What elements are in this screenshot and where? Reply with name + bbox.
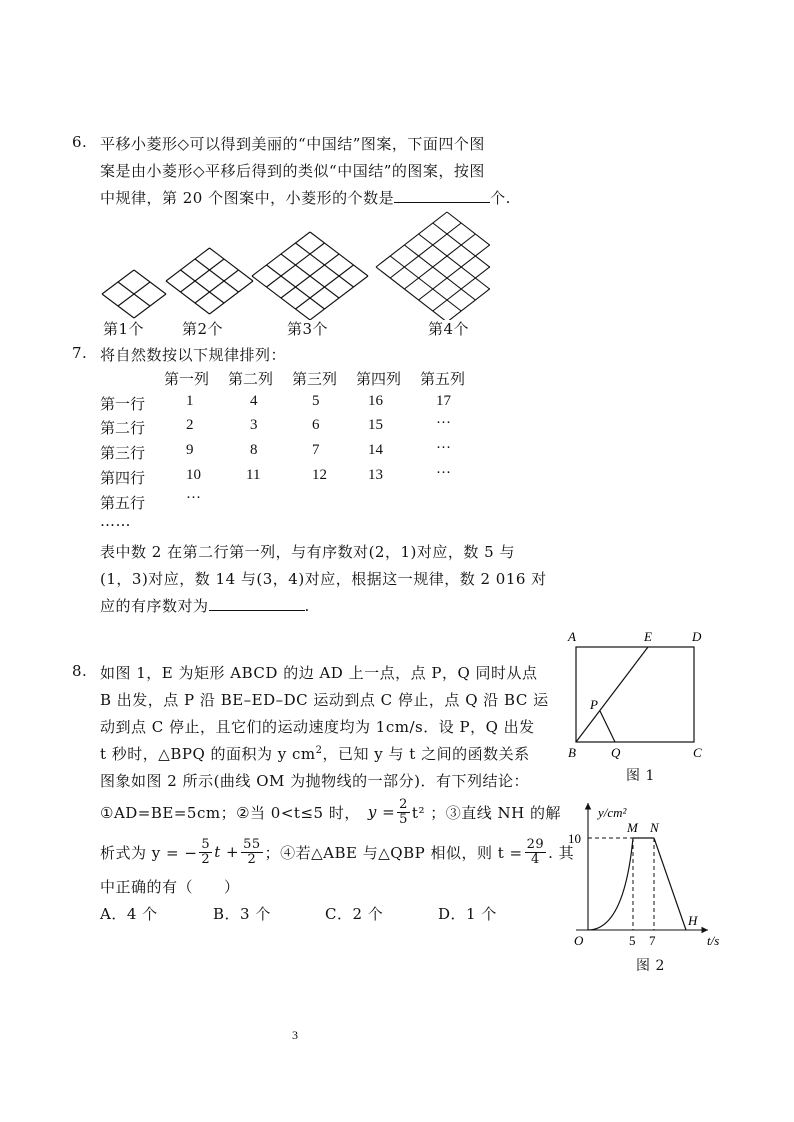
q7-col-header: 第三列: [292, 370, 338, 388]
q8-fraction-55-2: $\frac{55}{2}$: [243, 836, 261, 867]
q6-caption-4: 第4个: [428, 320, 470, 338]
q7-cell: 6: [312, 417, 320, 433]
q8-conclusion-line2: [100, 836, 574, 868]
lattice-line: [404, 234, 475, 289]
q8-text-line5: 图象如图 2 所示(曲线 OM 为抛物线的一部分)．有下列结论：: [100, 772, 529, 790]
lattice-line: [433, 223, 490, 278]
label-a: A: [568, 629, 576, 644]
y-axis-label: y/cm²: [598, 805, 627, 820]
q7-cell: 8: [250, 442, 258, 458]
q8-text-line2: B 出发，点 P 沿 BE–ED–DC 运动到点 C 停止，点 Q 沿 BC 运: [100, 691, 549, 709]
q7-col-header: 第四列: [356, 370, 402, 388]
q7-cell: 4: [250, 393, 258, 409]
q8-text-line8: 中正确的有（ ）: [100, 878, 240, 896]
figure-1-rectangle: [560, 625, 720, 765]
label-b: B: [568, 745, 576, 760]
label-c: C: [693, 745, 702, 760]
q7-cell: 12: [312, 467, 327, 483]
point-h: H: [688, 913, 698, 928]
q6-caption-1: 第1个: [103, 320, 145, 338]
q7-cell: 1: [186, 393, 194, 409]
point-m: M: [627, 820, 638, 835]
q7-line3-end: .: [304, 597, 310, 615]
lattice-line: [376, 267, 447, 320]
q6-caption-2: 第2个: [182, 320, 224, 338]
q7-row-label: 第五行: [100, 494, 146, 512]
point-n: N: [650, 820, 659, 835]
segment-nh: [654, 838, 686, 930]
q8-text-line1: 如图 1，E 为矩形 ABCD 的边 AD 上一点，点 P，Q 同时从点: [100, 664, 538, 682]
lattice-line: [419, 234, 490, 289]
figure-2-caption: 图 2: [636, 958, 665, 974]
label-e: E: [644, 629, 652, 644]
q7-intro: 将自然数按以下规律排列：: [100, 346, 287, 364]
label-d: D: [692, 629, 702, 644]
q7-row-label: 第三行: [100, 444, 146, 462]
y-tick-10: 10: [568, 831, 581, 846]
q8-conclusion-2-mid: t +: [214, 843, 240, 861]
q7-text-line1: 表中数 2 在第二行第一列，与有序数对(2，1)对应，数 5 与: [100, 543, 515, 561]
q8-conclusion-line1: [100, 796, 561, 828]
q6-caption-3: 第3个: [287, 320, 329, 338]
figure-1-caption: 图 1: [626, 768, 655, 784]
lattice-line: [376, 212, 447, 267]
q7-text-line2: (1，3)对应，数 14 与(3，4)对应，根据这一规律，数 2 016 对: [100, 570, 547, 588]
x-tick-7: 7: [649, 933, 656, 948]
q8-conclusion-2a: 析式为 y = −: [100, 843, 198, 862]
q8-text-line4: t 秒时，△BPQ 的面积为 y $cm^2$，已知 y 与 t 之间的函数关系: [100, 745, 530, 763]
x-tick-5: 5: [629, 933, 636, 948]
q6-diamond-patterns: [90, 200, 490, 320]
q7-cell: 9: [186, 442, 194, 458]
q7-cell: 15: [368, 417, 383, 433]
figure-2-graph: [560, 795, 730, 955]
q8-fraction-2-5: $\frac{2}{5}$: [399, 796, 408, 827]
lattice-line: [390, 223, 461, 278]
q7-cell: 5: [312, 393, 320, 409]
q7-cell: ···: [186, 490, 201, 506]
page-number: 3: [292, 1028, 298, 1042]
q6-text-line2: 案是由小菱形◇平移后得到的类似“中国结”的图案，按图: [100, 162, 485, 180]
q7-cell: ···: [436, 465, 451, 481]
q8-fraction-5-2: $\frac{5}{2}$: [201, 836, 211, 867]
q7-col-header: 第五列: [420, 370, 466, 388]
q6-line3-end: 个.: [490, 189, 511, 207]
q7-cell: ···: [436, 415, 451, 431]
q7-row-label: 第二行: [100, 419, 146, 437]
q7-number-table: [100, 368, 520, 518]
q6-text-line1: 平移小菱形◇可以得到美丽的“中国结”图案，下面四个图: [100, 135, 485, 153]
q7-cell: 10: [186, 467, 201, 483]
q8-conclusion-2b: ；④若△ABE 与△QBP 相似，则 t =: [264, 843, 523, 862]
q7-cell: 16: [368, 393, 383, 409]
origin-label: O: [574, 933, 584, 948]
q7-cell: 14: [368, 442, 383, 458]
q7-cell: 2: [186, 417, 194, 433]
q8-option-b: B．3 个: [213, 905, 271, 923]
q7-cell: 13: [368, 467, 383, 483]
parabola-om: [588, 838, 633, 930]
q7-number: 7.: [72, 344, 88, 362]
q8-option-a: A．4 个: [100, 905, 158, 923]
q8-formula-y: y =: [367, 803, 396, 821]
q8-text-line3: 动到点 C 停止，且它们的运动速度均为 1cm/s．设 P，Q 出发: [100, 718, 535, 736]
q8-conclusion-2-tail: . 其: [548, 843, 575, 862]
q8-option-c: C．2 个: [325, 905, 384, 923]
label-q: Q: [611, 745, 621, 760]
q7-cell: 17: [436, 393, 451, 409]
q7-cell: 3: [250, 417, 258, 433]
q8-fraction-29-4: $\frac{29}{4}$: [526, 836, 545, 867]
q8-number: 8.: [72, 662, 88, 680]
q6-line3-text: 中规律，第 20 个图案中，小菱形的个数是: [100, 189, 395, 207]
q7-col-header: 第一列: [164, 370, 210, 388]
q7-cell: ···: [436, 440, 451, 456]
q7-cell: 11: [246, 467, 261, 483]
segment-be: [576, 647, 648, 742]
lattice-line: [433, 256, 490, 311]
q7-col-header: 第二列: [228, 370, 274, 388]
q7-text-line3: [100, 595, 310, 616]
q7-cell: 7: [312, 442, 320, 458]
q8-line4-b: ，已知 y 与 t 之间的函数关系: [322, 745, 530, 763]
label-p: P: [590, 697, 598, 712]
q7-line3-text: 应的有序数对为: [100, 597, 209, 615]
q7-row-label: 第四行: [100, 469, 146, 487]
q6-number: 6.: [72, 133, 88, 151]
lattice-line: [447, 267, 490, 320]
q7-row-label: 第一行: [100, 395, 146, 413]
lattice-line: [390, 256, 461, 311]
q8-conclusion-1: ①AD=BE=5cm；②当 0<t≤5 时，: [100, 803, 360, 822]
q8-line4-a: t 秒时，△BPQ 的面积为 y cm: [100, 745, 316, 763]
q8-conclusion-1-tail: t² ；③直线 NH 的解: [411, 803, 561, 822]
rectangle-abcd: [576, 647, 694, 742]
q7-more-rows: ……: [100, 512, 131, 530]
segment-pq: [600, 711, 615, 742]
q7-answer-blank: [209, 596, 305, 611]
lattice-line: [404, 245, 475, 300]
x-axis-label: t/s: [707, 933, 720, 948]
lattice-line: [419, 245, 490, 300]
q8-option-d: D．1 个: [438, 905, 497, 923]
